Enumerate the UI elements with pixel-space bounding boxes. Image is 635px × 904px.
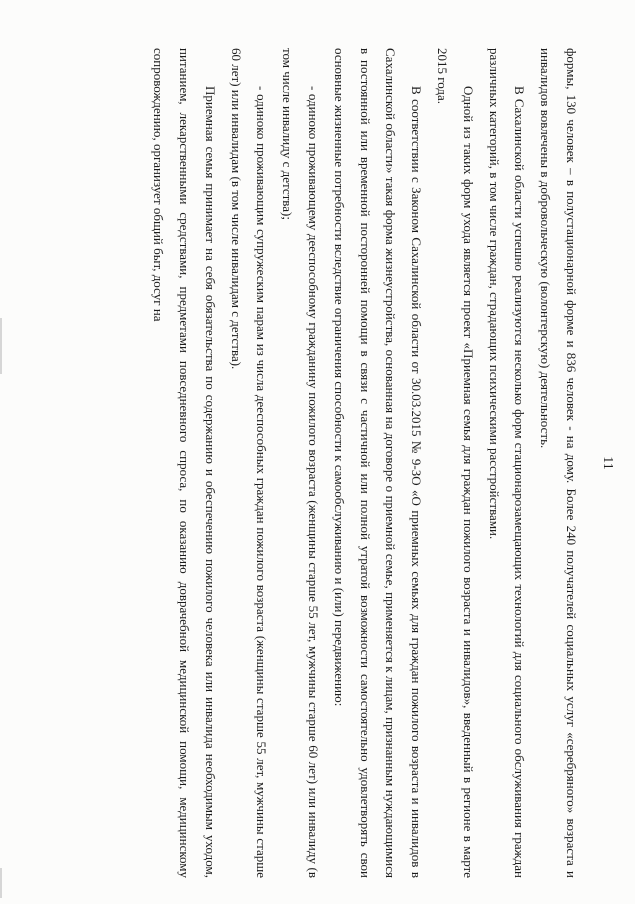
paragraph-foster-family-obligations: Приемная семья принимает на себя обязательства по содержанию и обеспечению пожилого человека или инвалида необходимым уходом, питанием, лекарственными средствами, предметами повседневного спроса, по оказанию доврачебной медицинской помощи, медицинскому сопровождению, организует общий быт, досуг на xyxy=(151,48,218,878)
scan-edge-mark xyxy=(0,318,2,374)
paragraph-foster-family-project: Одной из таких форм ухода является проект «Приемная семья для граждан пожилого возраста и инвалидов», введенный в регионе в марте 2015 года. xyxy=(435,48,476,878)
paragraph-sales-figures: формы, 130 человек – в полустационарной форме и 836 человек - на дому. Более 240 получателей социальных услуг «серебряного» возраста и инвалидов вовлечены в добровольческую (волонтерскую) деятельность. xyxy=(538,48,579,878)
paragraph-stationary-replacement-technologies: В Сахалинской области успешно реализуются несколько форм стационарозамещающих технологий для социального обслуживания граждан различных категорий, в том числе граждан, страдающих психическими расстройствами. xyxy=(486,48,528,878)
rotated-text-column xyxy=(72,48,620,878)
paragraph-list-item-single-citizen: - одиноко проживающему дееспособному гражданину пожилого возраста (женщины старше 55 лет, мужчины старше 60 лет) или инвалиду (в том числе инвалиду с детства); xyxy=(280,48,322,878)
page-number: 11 xyxy=(600,456,615,470)
paragraph-sakhalin-law: В соответствии с Законом Сахалинской области от 30.03.2015 № 9-ЗО «О приемных семьях для граждан пожилого возраста и инвалидов в Сахалинской области» такая форма жизнеустройства, основанная на договоре о приемной семье, применяется к лицам, признанным нуждающимися в постоянной или временной посторонней помощи в связи с частичной или полной утратой возможности самостоятельно удовлетворять свои основные жизненные потребности вследствие ограничения способности к самообслуживанию и (или) передвижению: xyxy=(331,48,425,878)
paragraph-list-item-married-couples: - одиноко проживающим супружеским парам из числа дееспособных граждан пожилого возраста (женщины старше 55 лет, мужчины старше 60 лет) или инвалидам (в том числе инвалидам с детства). xyxy=(228,48,270,878)
scan-edge-mark xyxy=(0,868,2,898)
